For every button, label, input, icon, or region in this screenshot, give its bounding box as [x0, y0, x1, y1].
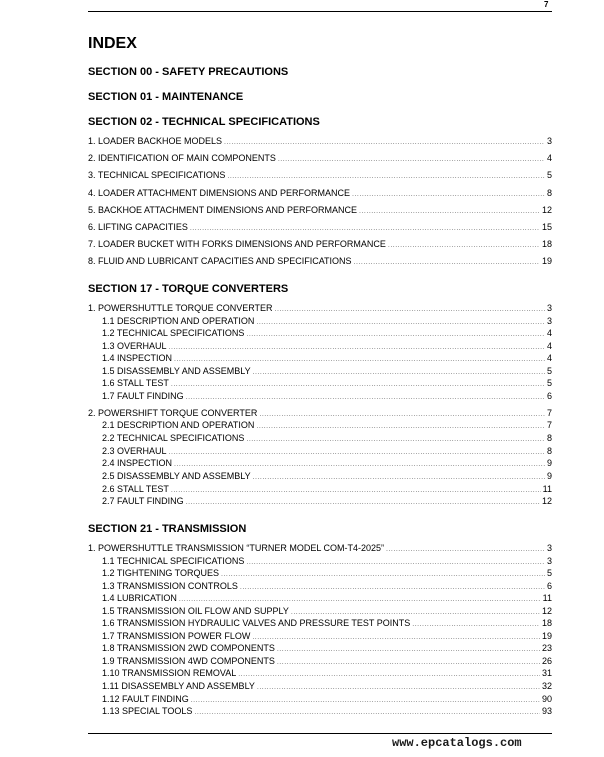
toc-entry-page: 11 [542, 593, 552, 603]
dot-leader [252, 632, 540, 643]
toc-entry [88, 408, 552, 420]
dot-leader [238, 669, 540, 680]
toc-entry-page: 18 [541, 239, 552, 249]
toc-entry-text: 1.2 TECHNICAL SPECIFICATIONS [102, 328, 245, 338]
toc-entry-text: 7. LOADER BUCKET WITH FORKS DIMENSIONS AND PERFORMANCE [88, 239, 386, 249]
toc-entry [102, 668, 552, 680]
dot-leader [386, 544, 545, 555]
toc-entry [102, 681, 552, 693]
section-heading-21: SECTION 21 - TRANSMISSION [88, 523, 247, 535]
toc-entry-page: 7 [546, 420, 552, 430]
dot-leader [257, 682, 540, 693]
toc-entry-text: 2.1 DESCRIPTION AND OPERATION [102, 420, 255, 430]
toc-entry [102, 316, 552, 328]
page-number: 7 [544, 0, 549, 9]
toc-entry [102, 581, 552, 593]
toc-entry-text: 1.13 SPECIAL TOOLS [102, 706, 193, 716]
toc-entry-text: 2.6 STALL TEST [102, 484, 169, 494]
toc-entry-text: 1.11 DISASSEMBLY AND ASSEMBLY [102, 681, 255, 691]
section-heading-00: SECTION 00 - SAFETY PRECAUTIONS [88, 66, 289, 78]
toc-entry-page: 4 [546, 353, 552, 363]
toc-entry [102, 496, 552, 508]
toc-entry-text: 1.10 TRANSMISSION REMOVAL [102, 668, 237, 678]
toc-entry-text: 1.5 DISASSEMBLY AND ASSEMBLY [102, 366, 251, 376]
toc-entry [102, 606, 552, 618]
toc-entry [88, 256, 552, 268]
toc-entry [102, 420, 552, 432]
toc-entry-text: 2. IDENTIFICATION OF MAIN COMPONENTS [88, 153, 276, 163]
toc-entry [88, 222, 552, 234]
toc-entry [102, 328, 552, 340]
dot-leader [246, 557, 545, 568]
toc-entry-page: 5 [546, 366, 552, 376]
toc-entry-text: 2.3 OVERHAUL [102, 446, 167, 456]
bottom-rule [88, 733, 552, 734]
footer-watermark: www.epcatalogs.com [392, 736, 522, 750]
toc-entry [102, 568, 552, 580]
toc-entry-text: 8. FLUID AND LUBRICANT CAPACITIES AND SPECIFICATIONS [88, 256, 352, 266]
toc-entry-page: 12 [541, 606, 552, 616]
toc-entry-text: 3. TECHNICAL SPECIFICATIONS [88, 170, 226, 180]
toc-entry [102, 446, 552, 458]
toc-entry-text: 2.4 INSPECTION [102, 458, 173, 468]
toc-entry-page: 6 [546, 581, 552, 591]
toc-entry-text: 1.5 TRANSMISSION OIL FLOW AND SUPPLY [102, 606, 289, 616]
toc-entry-text: 1.1 TECHNICAL SPECIFICATIONS [102, 556, 245, 566]
toc-entry-page: 4 [546, 341, 552, 351]
toc-entry-text: 1.8 TRANSMISSION 2WD COMPONENTS [102, 643, 275, 653]
toc-entry-text: 5. BACKHOE ATTACHMENT DIMENSIONS AND PERFORMANCE [88, 205, 358, 215]
toc-entry [102, 643, 552, 655]
dot-leader [253, 367, 545, 378]
dot-leader [256, 421, 545, 432]
toc-entry-page: 3 [546, 543, 552, 553]
toc-entry-text: 2. POWERSHIFT TORQUE CONVERTER [88, 408, 258, 418]
toc-entry-page: 6 [546, 391, 552, 401]
dot-leader [224, 137, 545, 148]
toc-entry-page: 4 [546, 328, 552, 338]
toc-entry-text: 1.7 TRANSMISSION POWER FLOW [102, 631, 251, 641]
toc-entry-page: 11 [542, 484, 552, 494]
dot-leader [174, 459, 545, 470]
dot-leader [191, 695, 540, 706]
toc-entry-page: 5 [546, 378, 552, 388]
toc-entry [102, 593, 552, 605]
dot-leader [186, 392, 545, 403]
toc-entry-page: 26 [541, 656, 552, 666]
toc-entry-text: 1.6 STALL TEST [102, 378, 169, 388]
toc-entry [88, 543, 552, 555]
toc-entry [102, 433, 552, 445]
toc-entry-text: 2.5 DISASSEMBLY AND ASSEMBLY [102, 471, 251, 481]
dot-leader [359, 206, 540, 217]
toc-entry-text: 2.2 TECHNICAL SPECIFICATIONS [102, 433, 245, 443]
section-heading-17: SECTION 17 - TORQUE CONVERTERS [88, 283, 289, 295]
toc-entry-page: 9 [546, 458, 552, 468]
toc-entry [102, 341, 552, 353]
dot-leader [354, 257, 540, 268]
dot-leader [240, 582, 545, 593]
toc-entry-page: 5 [546, 170, 552, 180]
toc-entry [102, 391, 552, 403]
toc-entry-page: 32 [541, 681, 552, 691]
section-heading-01: SECTION 01 - MAINTENANCE [88, 91, 244, 103]
toc-entry-text: 1.7 FAULT FINDING [102, 391, 184, 401]
toc-entry [102, 656, 552, 668]
dot-leader [259, 409, 545, 420]
toc-entry-text: 1.3 TRANSMISSION CONTROLS [102, 581, 238, 591]
toc-entry [88, 136, 552, 148]
dot-leader [277, 644, 540, 655]
toc-entry-page: 8 [546, 446, 552, 456]
dot-leader [256, 317, 545, 328]
toc-entry-page: 12 [541, 496, 552, 506]
toc-entry-text: 1.9 TRANSMISSION 4WD COMPONENTS [102, 656, 275, 666]
toc-entry-page: 19 [541, 256, 552, 266]
top-rule [88, 11, 552, 12]
toc-entry-page: 12 [541, 205, 552, 215]
dot-leader [171, 379, 545, 390]
dot-leader [246, 329, 545, 340]
toc-entry-page: 31 [541, 668, 552, 678]
toc-entry-text: 1.2 TIGHTENING TORQUES [102, 568, 220, 578]
toc-entry [102, 458, 552, 470]
toc-entry [102, 631, 552, 643]
toc-entry-page: 18 [541, 618, 552, 628]
toc-entry [102, 694, 552, 706]
toc-entry [102, 471, 552, 483]
page-title: INDEX [88, 35, 137, 52]
dot-leader [278, 154, 545, 165]
toc-entry-page: 19 [541, 631, 552, 641]
toc-entry-page: 3 [546, 136, 552, 146]
toc-entry-text: 1.12 FAULT FINDING [102, 694, 189, 704]
toc-entry-text: 1.6 TRANSMISSION HYDRAULIC VALVES AND PRESSURE TEST POINTS [102, 618, 411, 628]
dot-leader [291, 607, 540, 618]
section-heading-02: SECTION 02 - TECHNICAL SPECIFICATIONS [88, 116, 320, 128]
toc-entry-page: 3 [546, 303, 552, 313]
toc-entry-page: 15 [541, 222, 552, 232]
toc-entry-page: 23 [541, 643, 552, 653]
toc-entry [102, 556, 552, 568]
dot-leader [171, 485, 541, 496]
dot-leader [186, 497, 540, 508]
toc-entry [102, 366, 552, 378]
toc-entry-text: 4. LOADER ATTACHMENT DIMENSIONS AND PERFORMANCE [88, 188, 351, 198]
toc-entry-text: 1. POWERSHUTTLE TRANSMISSION “TURNER MODEL COM-T4-2025” [88, 543, 385, 553]
toc-entry-page: 8 [546, 433, 552, 443]
toc-entry-page: 3 [546, 316, 552, 326]
dot-leader [253, 472, 545, 483]
dot-leader [174, 354, 545, 365]
toc-entry-page: 3 [546, 556, 552, 566]
toc-entry [102, 378, 552, 390]
toc-entry-page: 93 [541, 706, 552, 716]
toc-entry [88, 205, 552, 217]
dot-leader [179, 594, 541, 605]
toc-entry-text: 1. LOADER BACKHOE MODELS [88, 136, 223, 146]
toc-entry-text: 1.1 DESCRIPTION AND OPERATION [102, 316, 255, 326]
toc-entry [102, 618, 552, 630]
toc-entry [102, 706, 552, 718]
dot-leader [227, 171, 545, 182]
toc-entry-page: 4 [546, 153, 552, 163]
toc-entry-text: 1. POWERSHUTTLE TORQUE CONVERTER [88, 303, 273, 313]
toc-entry-page: 7 [546, 408, 552, 418]
toc-entry [102, 484, 552, 496]
toc-entry [88, 188, 552, 200]
toc-entry [88, 303, 552, 315]
dot-leader [194, 707, 540, 718]
dot-leader [169, 447, 545, 458]
toc-entry [88, 170, 552, 182]
toc-entry-page: 9 [546, 471, 552, 481]
toc-entry-text: 6. LIFTING CAPACITIES [88, 222, 188, 232]
toc-entry [102, 353, 552, 365]
dot-leader [221, 569, 545, 580]
toc-entry-page: 5 [546, 568, 552, 578]
toc-entry [88, 239, 552, 251]
toc-entry-page: 90 [541, 694, 552, 704]
toc-entry-page: 8 [546, 188, 552, 198]
dot-leader [246, 434, 545, 445]
dot-leader [277, 657, 540, 668]
toc-entry-text: 2.7 FAULT FINDING [102, 496, 184, 506]
toc-entry-text: 1.3 OVERHAUL [102, 341, 167, 351]
toc-entry [88, 153, 552, 165]
dot-leader [412, 619, 540, 630]
dot-leader [388, 240, 540, 251]
toc-entry-text: 1.4 LUBRICATION [102, 593, 177, 603]
toc-entry-text: 1.4 INSPECTION [102, 353, 173, 363]
dot-leader [275, 304, 545, 315]
dot-leader [169, 342, 545, 353]
dot-leader [352, 189, 545, 200]
dot-leader [190, 223, 540, 234]
